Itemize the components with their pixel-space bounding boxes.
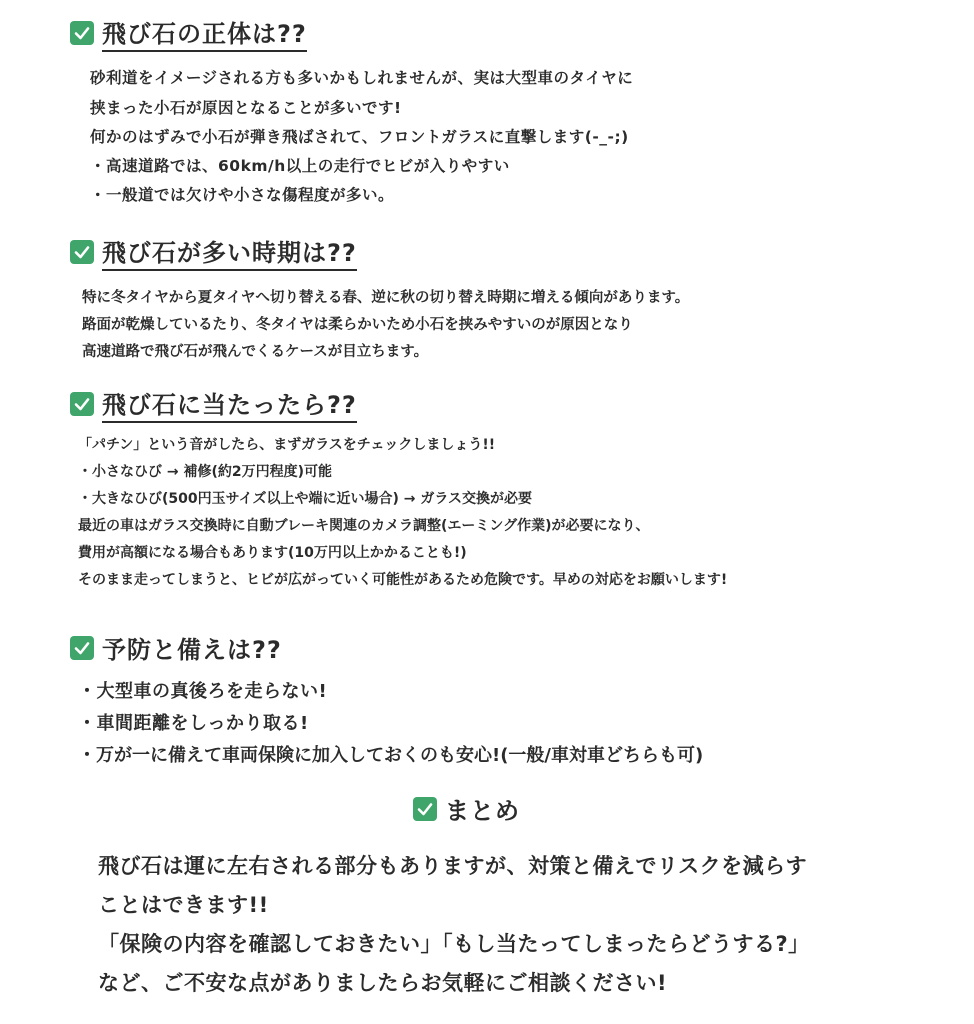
section-heading: 予防と備えは?? xyxy=(102,636,282,664)
summary-line: 飛び石は運に左右される部分もありますが、対策と備えでリスクを減らす xyxy=(98,854,808,878)
paragraph-line: 費用が高額になる場合もあります(10万円以上かかることも!) xyxy=(78,545,467,561)
paragraph-line: そのまま走ってしまうと、ヒビが広がっていく可能性があるため危険です。早めの対応をお願いします! xyxy=(78,572,728,588)
section-heading: 飛び石の正体は?? xyxy=(102,14,307,52)
bullet-line: ・大型車の真後ろを走らない! xyxy=(78,681,328,702)
section-2-heading xyxy=(70,233,357,271)
summary-line: など、ご不安な点がありましたらお気軽にご相談ください! xyxy=(98,971,668,995)
bullet-line: ・小さなひび → 補修(約2万円程度)可能 xyxy=(78,464,333,480)
section-heading: 飛び石が多い時期は?? xyxy=(102,233,357,271)
paragraph-line: 砂利道をイメージされる方も多いかもしれませんが、実は大型車のタイヤに xyxy=(90,69,634,87)
bullet-line: ・車間距離をしっかり取る! xyxy=(78,713,309,734)
section-heading: 飛び石に当たったら?? xyxy=(102,385,357,423)
bullet-line: ・万が一に備えて車両保険に加入しておくのも安心!(一般/車対車どちらも可) xyxy=(78,745,704,766)
paragraph-line: 路面が乾燥しているたり、冬タイヤは柔らかいため小石を挟みやすいのが原因となり xyxy=(82,317,633,333)
bullet-line: ・大きなひび(500円玉サイズ以上や端に近い場合) → ガラス交換が必要 xyxy=(78,491,532,507)
bullet-line: ・一般道では欠けや小さな傷程度が多い。 xyxy=(90,186,395,204)
section-heading: まとめ xyxy=(445,797,520,825)
paragraph-line: 最近の車はガラス交換時に自動ブレーキ関連のカメラ調整(エーミング作業)が必要になり、 xyxy=(78,518,650,534)
paragraph-line: 特に冬タイヤから夏タイヤへ切り替える春、逆に秋の切り替え時期に増える傾向があります。 xyxy=(82,290,690,306)
checkbox-icon xyxy=(70,21,94,45)
checkbox-icon xyxy=(413,797,437,821)
checkbox-icon xyxy=(70,636,94,660)
checkbox-icon xyxy=(70,392,94,416)
paragraph-line: 挟まった小石が原因となることが多いです! xyxy=(90,99,402,117)
summary-line: ことはできます!! xyxy=(98,893,269,917)
section-3-heading xyxy=(70,385,357,423)
section-4-heading xyxy=(70,630,282,665)
checkbox-icon xyxy=(70,240,94,264)
paragraph-line: 高速道路で飛び石が飛んでくるケースが目立ちます。 xyxy=(82,344,429,360)
bullet-line: ・高速道路では、60km/h以上の走行でヒビが入りやすい xyxy=(90,157,510,175)
section-1-heading xyxy=(70,14,307,52)
paragraph-line: 何かのはずみで小石が弾き飛ばされて、フロントガラスに直撃します(-_-;) xyxy=(90,128,629,146)
paragraph-line: 「パチン」という音がしたら、まずガラスをチェックしましょう!! xyxy=(78,437,496,453)
summary-heading xyxy=(413,791,520,826)
summary-line: 「保険の内容を確認しておきたい」「もし当たってしまったらどうする?」 xyxy=(98,932,810,956)
